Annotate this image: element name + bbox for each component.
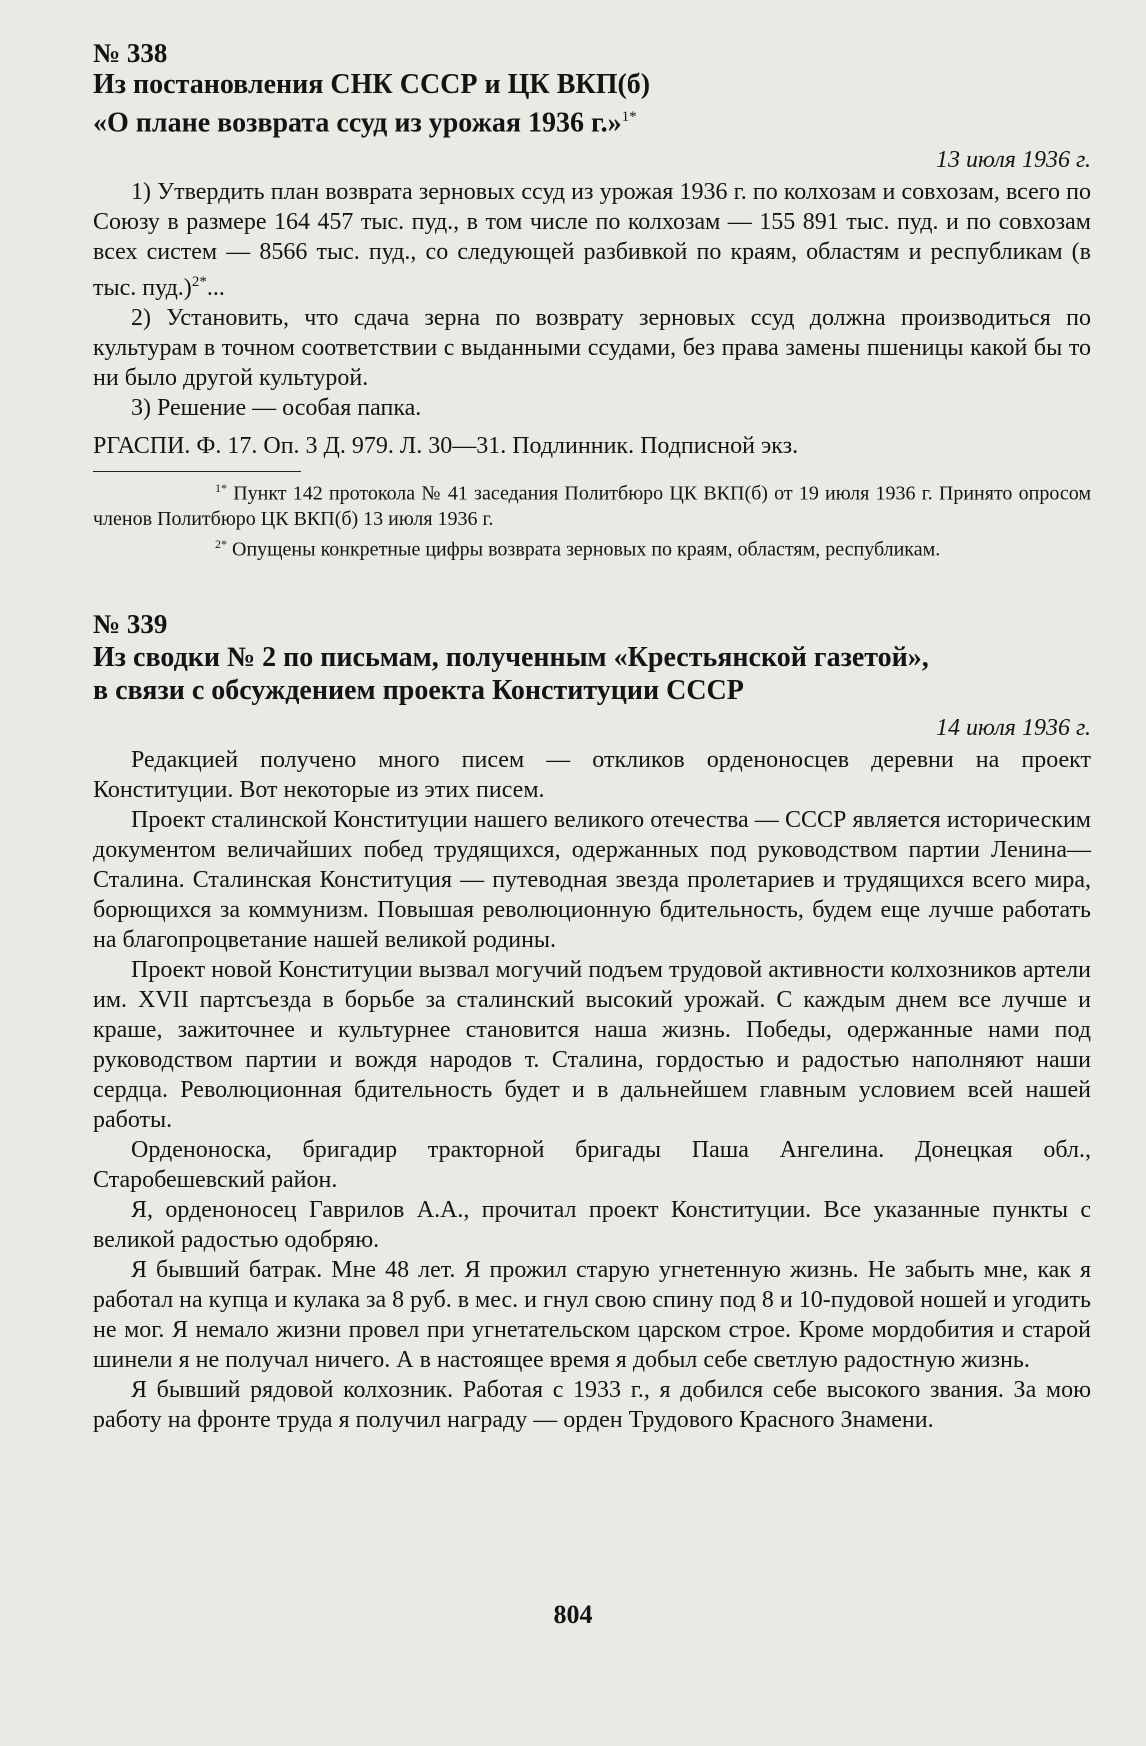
doc-339-paragraph: Я, орденоносец Гаврилов А.А., прочитал проект Конституции. Все указанные пункты с великой радостью одобряю. [93, 1196, 1091, 1253]
doc-339-paragraph: Орденоноска, бригадир тракторной бригады Паша Ангелина. Донецкая обл., Старобешевский район. [93, 1136, 1091, 1193]
doc-339-title [93, 641, 1091, 707]
doc-339-paragraph: Проект сталинской Конституции нашего великого отечества — СССР является историческим документом величайших побед трудящихся, одержанных под руководством партии Ленина—Сталина. Сталинская Конституция — путеводная звезда пролетариев и трудящихся всего мира, борющихся за коммунизм. Повышая революционную бдительность, будем еще лучше работать на благопроцветание нашей великой родины. [93, 806, 1091, 953]
doc-338-title-line2-text: «О плане возврата ссуд из урожая 1936 г.» [93, 107, 622, 139]
footnote-divider [93, 471, 301, 472]
footnote-1-text: Пункт 142 протокола № 41 заседания Политбюро ЦК ВКП(б) от 19 июля 1936 г. Принято опросом членов Политбюро ЦК ВКП(б) 13 июля 1936 г. [93, 482, 1091, 530]
doc-339-paragraph: Я бывший рядовой колхозник. Работая с 1933 г., я добился себе высокого звания. За мою работу на фронте труда я получил награду — орден Трудового Красного Знамени. [93, 1376, 1091, 1433]
doc-338-title [93, 68, 1091, 139]
doc-339-paragraph: Я бывший батрак. Мне 48 лет. Я прожил старую угнетенную жизнь. Не забыть мне, как я работал на купца и кулака за 8 руб. в мес. и гнул свою спину под 8 и 10-пудовой ношей и угодить не мог. Я немало жизни провел при угнетательском царском строе. Кроме мордобития и старой шинели я не получал ничего. А в настоящее время я добыл себе светлую радостную жизнь. [93, 1256, 1091, 1373]
doc-338-date: 13 июля 1936 г. [936, 147, 1091, 174]
footnote-ref-2: 2* [191, 274, 207, 291]
footnote-2-mark: 2* [215, 536, 227, 551]
doc-339-title-line1: Из сводки № 2 по письмам, полученным «Крестьянской газетой», [93, 641, 929, 673]
doc-338-ellipsis: ... [206, 275, 225, 302]
page-content [93, 38, 1091, 1435]
footnote-2-text: Опущены конкретные цифры возврата зерновых по краям, областям, республикам. [232, 538, 941, 561]
doc-338-number: № 338 [93, 38, 168, 68]
document-338 [93, 38, 1091, 563]
page-number: 804 [553, 1600, 593, 1629]
document-339 [93, 609, 1091, 1435]
footnote-1 [93, 476, 1091, 532]
footnote-ref-1: 1* [621, 109, 637, 125]
doc-338-source: РГАСПИ. Ф. 17. Оп. 3 Д. 979. Л. 30—31. Подлинник. Подписной экз. [93, 433, 799, 460]
doc-338-title-line2 [93, 101, 1091, 139]
doc-339-paragraph: Редакцией получено много писем — откликов орденоносцев деревни на проект Конституции. Вот некоторые из этих писем. [93, 746, 1091, 803]
doc-338-paragraph-3: 3) Решение — особая папка. [131, 395, 422, 422]
section-spacer [93, 563, 1091, 609]
footnote-1-mark: 1* [215, 481, 227, 496]
doc-338-paragraph-1-text: 1) Утвердить план возврата зерновых ссуд из урожая 1936 г. по колхозам и совхозам, всего по Союзу в размере 164 457 тыс. пуд., в том числе по колхозам — 155 891 тыс. пуд. и по совхозам всех систем — 8566 тыс. пуд., со следующей разбивкой по краям, областям и республикам (в тыс. пуд.) [93, 179, 1091, 302]
doc-338-paragraph-2: 2) Установить, что сдача зерна по возврату зерновых ссуд должна производиться по культурам в точном соответствии с выданными ссудами, без права замены пшеницы какой бы то ни было другой культурой. [93, 305, 1091, 392]
doc-339-date: 14 июля 1936 г. [936, 714, 1091, 741]
doc-339-number: № 339 [93, 608, 168, 639]
doc-339-paragraph: Проект новой Конституции вызвал могучий подъем трудовой активности колхозников артели им. XVII партсъезда в борьбе за сталинский высокий урожай. С каждым днем все лучше и краше, зажиточнее и культурнее становится наша жизнь. Победы, одержанные нами под руководством партии и вождя народов т. Сталина, гордостью и радостью наполняют наши сердца. Революционная бдительность будет и в дальнейшем главным условием всей нашей работы. [93, 956, 1091, 1133]
doc-339-title-line2: в связи с обсуждением проекта Конституции СССР [93, 674, 744, 706]
doc-338-paragraph-1 [93, 177, 1091, 303]
footnote-2 [93, 532, 1091, 563]
doc-338-title-line1: Из постановления СНК СССР и ЦК ВКП(б) [93, 69, 651, 100]
